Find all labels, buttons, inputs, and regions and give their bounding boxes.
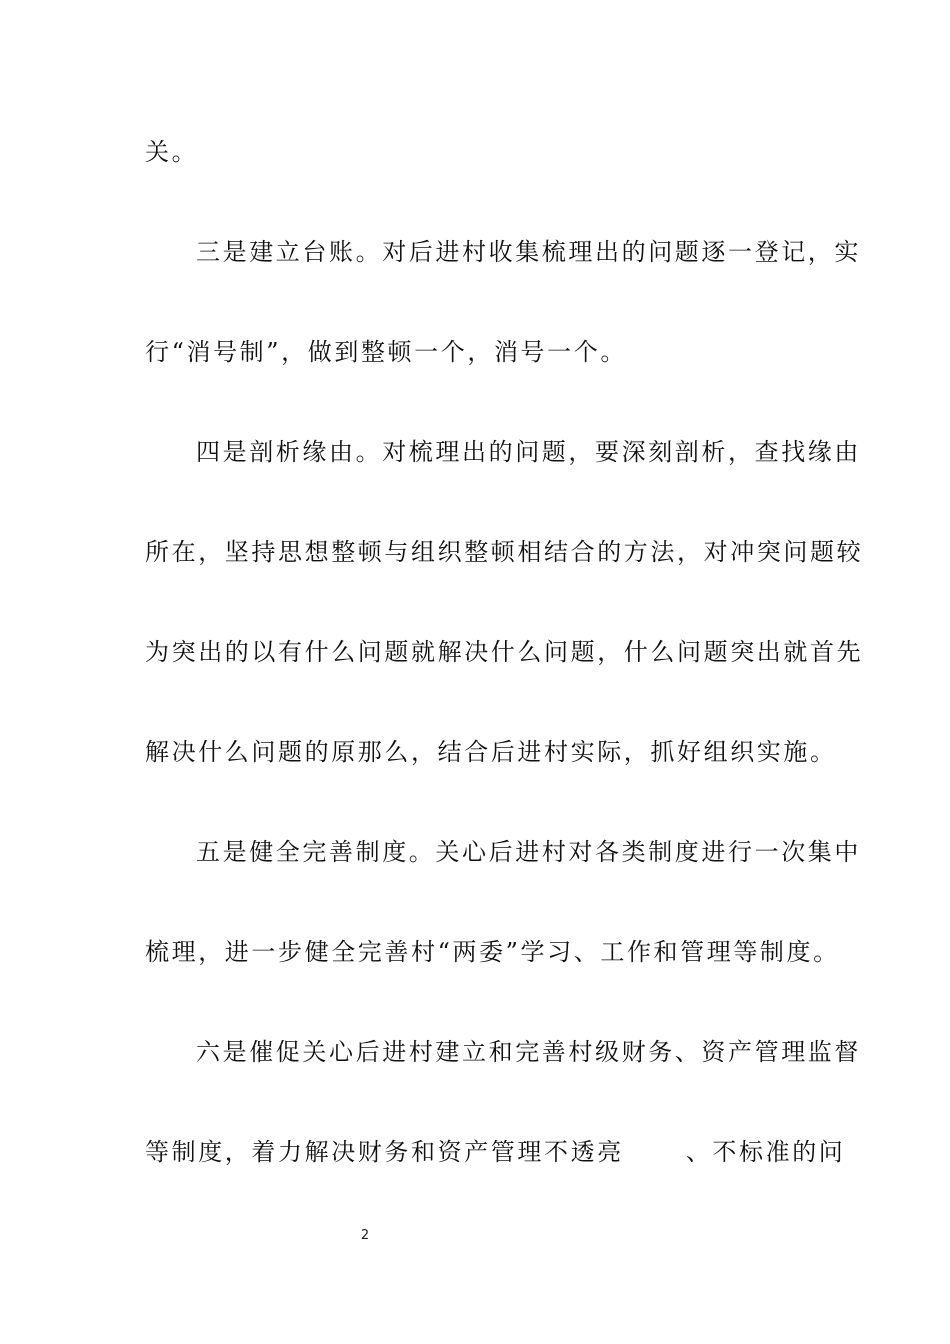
- text-line: 关。: [145, 138, 199, 166]
- text-segment: 、不标准的问: [685, 1138, 846, 1166]
- text-line: 五是健全完善制度。关心后进村对各类制度进行一次集中: [196, 838, 861, 866]
- text-line: 所在，坚持思想整顿与组织整顿相结合的方法，对冲突问题较: [145, 538, 864, 566]
- text-line: 梳理，进一步健全完善村“两委”学习、工作和管理等制度。: [145, 938, 840, 966]
- text-line: 为突出的以有什么问题就解决什么问题，什么问题突出就首先: [145, 638, 864, 666]
- text-line: 三是建立台账。对后进村收集梳理出的问题逐一登记，实: [196, 238, 861, 266]
- text-segment: 等制度，着力解决财务和资产管理不透亮: [145, 1138, 624, 1166]
- page-number: 2: [360, 1228, 370, 1243]
- text-line: 六是催促关心后进村建立和完善村级财务、资产管理监督: [196, 1038, 861, 1066]
- text-line: 行“消号制”，做到整顿一个，消号一个。: [145, 338, 627, 366]
- text-line: 四是剖析缘由。对梳理出的问题，要深刻剖析，查找缘由: [196, 438, 861, 466]
- text-line-last: [145, 1136, 846, 1168]
- text-line: 解决什么问题的原那么，结合后进村实际，抓好组织实施。: [145, 738, 837, 766]
